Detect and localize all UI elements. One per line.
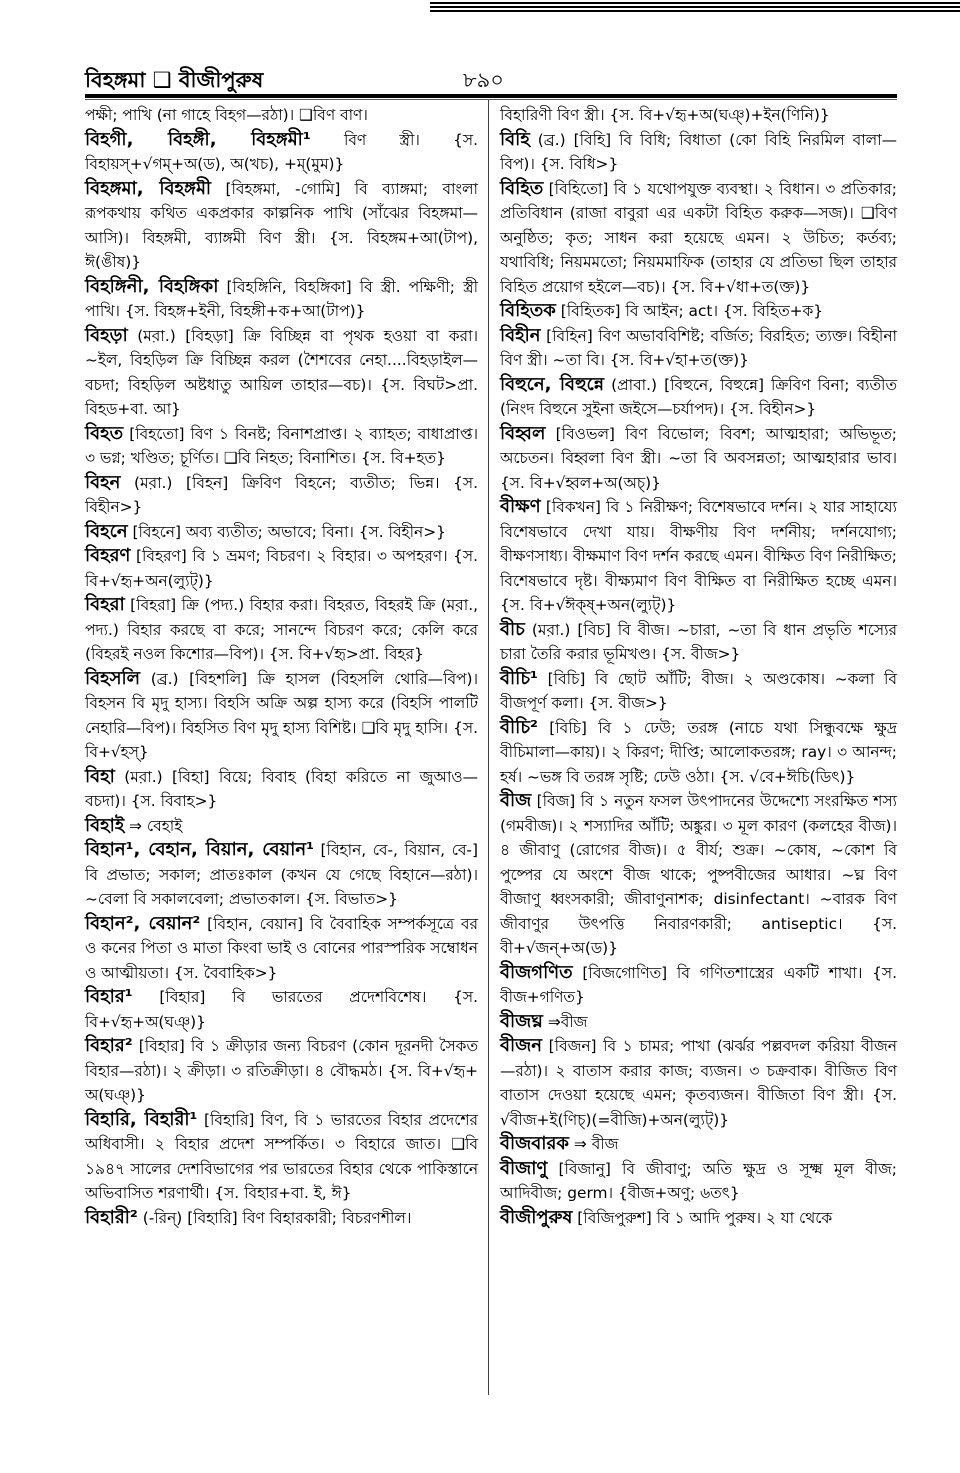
definition: [বিহারি] বিণ, বি ১ ভারতের বিহার প্রদেশের অধিবাসী। ২ বিহার প্রদেশ সম্পর্কিত। ৩ বিহারে জাত। ❑বি ১৯৪৭ সালের দেশবিভাগের পর ভারতের বিহার থেকে পাকিস্তানে অভিবাসিত শরণার্থী। {স. বিহার+বা. ই, ঈ} — [85, 1110, 478, 1202]
dictionary-entry — [500, 373, 897, 422]
dictionary-entry — [500, 177, 897, 300]
dictionary-entry — [500, 667, 897, 716]
definition: [বিহরা] ক্রি (পদ্য.) বিহার করা। বিহরত, বিহরই ক্রি (মব়া., পদ্য.) বিহার করছে বা করে; সানন্দে বিচরণ করে; কেলি করে (বিহরই নওল কিশোর—বিপ)। {স. বি+√হৃ>প্রা. বিহর} — [85, 596, 478, 663]
dictionary-entry — [85, 128, 478, 177]
dictionary-entry — [85, 765, 478, 814]
dictionary-entry — [85, 985, 478, 1034]
definition: (মব়া.) [বিচ] বি বীজ। ~চারা, ~তা বি ধান প্রভৃতি শস্যের চারা তৈরি করার ভূমিখণ্ড। {স. বীজ>} — [500, 620, 897, 663]
headword: বিহুনে, বিহুন্নে — [500, 373, 605, 395]
headword: বিহারি, বিহারী¹ — [85, 1108, 198, 1130]
dictionary-entry — [85, 814, 478, 839]
header-rule — [85, 94, 897, 98]
definition: (-রিন্) [বিহারি] বিণ বিহারকারী; বিচরণশীল। — [142, 1208, 412, 1227]
headword: বিহাই — [85, 814, 125, 836]
definition: ⇒বীজ — [547, 1012, 588, 1031]
definition: ⇒ বেহাই — [129, 816, 183, 835]
dictionary-entry — [500, 1010, 897, 1035]
dictionary-entry — [500, 103, 897, 128]
dictionary-entry — [500, 1034, 897, 1132]
top-edge-lines — [430, 0, 960, 14]
headword: বিহিত — [500, 177, 544, 199]
dictionary-entry — [500, 716, 897, 790]
headword: বিহি — [500, 128, 530, 150]
definition: [বিজ] বি ১ নতুন ফসল উৎপাদনের উদ্দেশ্যে সংরক্ষিত শস্য (গমবীজ)। ২ শস্যাদির আঁটি; অঙ্কুর। ৩ মূল কারণ (কলহের বীজ)। ৪ জীবাণু (রোগের বীজ)। ৫ বীর্য; শুক্র। ~কোষ, ~কোশ বি পুষ্পের যে অংশে বীজ থাকে; পুষ্পবীজের আধার। ~ঘ্ন বিণ বীজাণু ধ্বংসকারী; জীবাণুনাশক; disinfectant। ~বারক বিণ জীবাণুর উৎপত্তি নিবারণকারী; antiseptic। {স. বী+√জন্+অ(ড)} — [500, 792, 897, 957]
definition: [বিজগোণিত] বি গণিতশাস্ত্রের একটি শাখা। {স. বীজ+গণিত} — [500, 963, 897, 1006]
definition: ⇒ বীজ — [573, 1135, 619, 1153]
headword: বিহরণ — [85, 545, 131, 566]
dictionary-entry — [85, 1108, 478, 1206]
headword: বিহঙ্গিনী, বিহঙ্গিকা — [85, 275, 219, 297]
definition: [বিচি] বি ১ ঢেউ; তরঙ্গ (নাচে যথা সিন্ধুবক্ষে ক্ষুদ্র বীচিমালা—কায়)। ২ কিরণ; দীপ্তি; আলোকতরঙ্গ; ray। ৩ আনন্দ; হর্ষ। ~ভঙ্গ বি তরঙ্গ সৃষ্টি; ঢেউ ওঠা। {স. √বে+ঈচি(ডিৎ)} — [500, 718, 897, 786]
definition: [বিওভল] বিণ বিভোল; বিবশ; আত্মহারা; অভিভূত; অচেতন। বিহ্বলা বিণ স্ত্রী। ~তা বি অবসন্নতা; আত্মহারার ভাব। {স. বি+√হ্বল+অ(অচ্)} — [500, 424, 897, 492]
dictionary-entry — [85, 1206, 478, 1231]
headword: বীজগণিত — [500, 961, 573, 983]
headword: বীক্ষণ — [500, 496, 541, 517]
dictionary-entry — [85, 912, 478, 986]
dictionary-entry — [85, 177, 478, 275]
definition: [বিহান, বেয়ান] বি বৈবাহিক সম্পর্কসূত্রে বর ও কনের পিতা ও মাতা কিংবা ভাই ও বোনের পারস্পরিক সম্বোধন ও আত্মীয়তা। {স. বৈবাহিক>} — [85, 914, 478, 982]
definition: [বিহিতক] বি আইন; act। {স. বিহিত+ক} — [560, 302, 824, 320]
dictionary-entry — [500, 961, 897, 1010]
headword: বীজবারক — [500, 1133, 570, 1154]
dictionary-entry — [85, 471, 478, 520]
definition: [বিচি] বি ছোট আঁটি; বীজ। ২ অণ্ডকোষ। ~কলা বি বীজপূর্ণ কলা। {স. বীজ>} — [500, 669, 897, 712]
dictionary-entry — [500, 1157, 897, 1206]
headword: বিহিতক — [500, 300, 556, 321]
definition: [বিহরণ] বি ১ ভ্রমণ; বিচরণ। ২ বিহার। ৩ অপহরণ। {স. বি+√হৃ+অন(ল্যুট্)} — [85, 547, 478, 590]
headword: বীচি¹ — [500, 667, 538, 689]
headword: বীজন — [500, 1035, 543, 1056]
dictionary-entry — [85, 593, 478, 667]
definition: (প্রাবা.) [বিহুনে, বিহুন্নে] ক্রিবিণ বিনা; ব্যতীত (নিংদ বিহুনে সুইনা জইসে—চর্যাপদ)। {স. বিহীন>} — [500, 375, 897, 418]
left-column — [85, 103, 478, 1230]
right-column — [500, 103, 897, 1230]
definition: [বিহিন] বিণ অভাববিশিষ্ট; বর্জিত; বিরহিত; ত্যক্ত। বিহীনা বিণ স্ত্রী। ~তা বি। {স. বি+√হা+ত(ক্ত)} — [500, 326, 897, 369]
headword: বীজ — [500, 790, 532, 811]
dictionary-entry — [85, 520, 478, 545]
definition: [বিহতো] বিণ ১ বিনষ্ট; বিনাশপ্রাপ্ত। ২ ব্যাহত; বাধাপ্রাপ্ত। ৩ ভগ্ন; খণ্ডিত; চূর্ণিত। ❑বি নিহত; বিনাশিত। {স. বি+হত} — [85, 424, 478, 467]
definition: [বিজানু] বি জীবাণু; অতি ক্ষুদ্র ও সূক্ষ্ম মূল বীজ; আদিবীজ; germ। {বীজ+অণু; ৬তৎ} — [500, 1159, 897, 1202]
headword: বিহার² — [85, 1035, 133, 1056]
dictionary-entry — [85, 275, 478, 324]
definition: [বিহিতো] বি ১ যথোপযুক্ত ব্যবস্থা। ২ বিধান। ৩ প্রতিকার; প্রতিবিধান (রাজা বাবুরা এর একটা বিহিত করুক—সজ)। ❑বিণ অনুষ্ঠিত; কৃত; সাধন করা হয়েছে এমন। ২ উচিত; কর্তব্য; যথাবিধি; নিয়মমতো; নিয়মমাফিক (তাহার যে প্রতিভা ছিল তাহার বিহিত প্রয়োগ হইলে—বচ)। {স. বি+√ধা+ত(ক্ত)} — [500, 179, 897, 296]
dictionary-entry — [500, 495, 897, 618]
headword: বিহরা — [85, 594, 125, 615]
dictionary-entry — [500, 789, 897, 961]
dictionary-entry — [85, 422, 478, 471]
header-rule-thin — [85, 99, 897, 100]
definition: (ব্র.) [বিহশলি] ক্রি হাসল (বিহসলি থোরি—বিপ)। বিহসন বি মৃদু হাস্য। বিহসি অক্রি অল্প হাস্য করে (বিহসি পালটি নেহারি—বিপ)। বিহসিত বিণ মৃদু হাস্য বিশিষ্ট। ❑বি মৃদু হাসি। {স. বি+√হস্} — [85, 669, 478, 761]
headword: বীজাণু — [500, 1157, 548, 1179]
column-separator — [488, 100, 489, 1395]
headword: বিহড়া — [85, 324, 128, 346]
definition: পক্ষী; পাখি (না গাহে বিহগ—রঠা)। ❑বিণ বাণ। — [85, 106, 368, 124]
headword: বিহীন — [500, 324, 541, 346]
headword: বিহনে — [85, 520, 128, 542]
definition: (ব্র.) [বিহি] বি বিধি; বিধাতা (কো বিহি নিরমিল বালা—বিপ)। {স. বিধি>} — [500, 130, 897, 173]
headword: বিহা — [85, 765, 115, 787]
dictionary-entry — [500, 1132, 897, 1157]
headword: বীচি² — [500, 716, 538, 738]
definition: [বিহনে] অব্য ব্যতীত; অভাবে; বিনা। {স. বিহীন>} — [132, 522, 446, 541]
headword: বিহার¹ — [85, 986, 133, 1007]
dictionary-entry — [85, 667, 478, 765]
dictionary-entry — [500, 324, 897, 373]
headword: বীচ — [500, 618, 525, 640]
definition: বিণ স্ত্রী। {স. বিহায়স্+√গম্+অ(ড), অ(খচ), +ম্(মুম)} — [85, 130, 478, 173]
definition: [বিহার] বি ভারতের প্রদেশবিশেষ। {স. বি+√হৃ+অ(ঘঞ্)} — [85, 988, 478, 1031]
headword: বিহন — [85, 471, 121, 493]
headword: বিহ্বল — [500, 422, 546, 444]
definition: বিহারিণী বিণ স্ত্রী। {স. বি+√হৃ+অ(ঘঞ্)+ইন(ণিনি)} — [500, 106, 830, 124]
definition: (মব়া.) [বিহা] বিয়ে; বিবাহ (বিহা করিতে না জুআও—বচদা)। {স. বিবাহ>} — [85, 767, 478, 810]
headword: বিহত — [85, 422, 124, 444]
headword: বিহঙ্গমা, বিহঙ্গমী — [85, 177, 212, 199]
page-header — [85, 58, 895, 92]
dictionary-entry — [85, 544, 478, 593]
dictionary-entry — [500, 128, 897, 177]
dictionary-entry — [85, 103, 478, 128]
guide-words: বিহঙ্গমা ❑ বীজীপুরুষ — [85, 68, 264, 92]
headword: বিহান², বেয়ান² — [85, 912, 201, 934]
definition: (মব়া.) [বিহন] ক্রিবিণ বিহনে; ব্যতীত; ভিন্ন। {স. বিহীন>} — [85, 473, 478, 516]
definition: [বিহঙ্গমা, -গোমি] বি ব্যাঙ্গমা; বাংলা রূপকথায় কথিত একপ্রকার কাল্পনিক পাখি (সাঁঝের বিহঙ্গমা—আসি)। বিহঙ্গমী, ব্যাঙ্গমী বিণ স্ত্রী। {স. বিহঙ্গম+আ(টাপ), ঈ(ঙীষ)} — [85, 179, 478, 271]
dictionary-entry — [500, 618, 897, 667]
dictionary-entry — [85, 324, 478, 422]
definition: [বিহান, বে-, বিয়ান, বে-] বি প্রভাত; সকাল; প্রাতঃকাল (কখন যে গেছে বিহানে—রঠা)। ~বেলা বি সকালবেলা; প্রভাতকাল। {স. বিভাত>} — [85, 841, 478, 908]
dictionary-entry — [500, 1206, 897, 1231]
definition: [বিহার] বি ১ ক্রীড়ার জন্য বিচরণ (কোন দূরনদী সৈকত বিহার—রঠা)। ২ ক্রীড়া। ৩ রতিক্রীড়া। ৪ বৌদ্ধমঠ। {স. বি+√হৃ+ অ(ঘঞ্)} — [85, 1037, 478, 1104]
headword: বিহান¹, বেহান, বিয়ান, বেয়ান¹ — [85, 839, 314, 860]
dictionary-entry — [500, 422, 897, 496]
dictionary-entry — [500, 299, 897, 324]
headword: বিহারী² — [85, 1206, 138, 1228]
page-number: ৮৯০ — [463, 68, 504, 92]
definition: [বিকখন] বি ১ নিরীক্ষণ; বিশেষভাবে দর্শন। ২ যার সাহায্যে বিশেষভাবে দেখা যায়। বীক্ষণীয় বিণ দর্শনীয়; দর্শনযোগ্য; বীক্ষণসাধ্য। বীক্ষমাণ বিণ দর্শন করছে এমন। বীক্ষিত বিণ নিরীক্ষিত; বিশেষভাবে দৃষ্ট। বীক্ষ্যমাণ বিণ বীক্ষিত বা নিরীক্ষিত হচ্ছে এমন। {স. বি+√ঈক্ষ্+অন(ল্যুট্)} — [500, 498, 897, 614]
definition: [বিজন] বি ১ চামর; পাখা (ঝর্ঝর পল্লবদল করিয়া বীজন—রঠা)। ২ বাতাস করার কাজ; ব্যজন। ৩ চক্রবাক। বীজিত বিণ বাতাস দেওয়া হয়েছে এমন; কৃতব্যজন। বীজিতা বিণ স্ত্রী। {স. √বীজ+ই(ণিচ্)(=বীজি)+অন(ল্যুট্)} — [500, 1037, 897, 1129]
headword: বিহসলি — [85, 667, 141, 689]
dictionary-entry — [85, 838, 478, 912]
headword: বীজঘ্ন — [500, 1010, 543, 1032]
definition: (মব়া.) [বিহড়া] ক্রি বিচ্ছিন্ন বা পৃথক হওয়া বা করা। ~ইল, বিহড়িল ক্রি বিচ্ছিন্ন করল (শৈশবের নেহা....বিহড়াইল—বচদা; বিহড়িল অষ্টধাতু আয়িল তাহার—বচ)। {স. বিঘট>প্রা. বিহড+বা. আ} — [85, 326, 478, 418]
definition: [বিজিপুরুশ] বি ১ আদি পুরুষ। ২ যা থেকে — [577, 1208, 833, 1227]
definition: [বিহঙ্গিনি, বিহঙ্গিকা] বি স্ত্রী. পক্ষিণী; স্ত্রী পাখি। {স. বিহঙ্গ+ইনী, বিহঙ্গী+ক+আ(টাপ)} — [85, 277, 478, 320]
headword: বিহগী, বিহঙ্গী, বিহঙ্গমী¹ — [85, 128, 311, 150]
dictionary-entry — [85, 1034, 478, 1108]
headword: বীজীপুরুষ — [500, 1206, 573, 1228]
